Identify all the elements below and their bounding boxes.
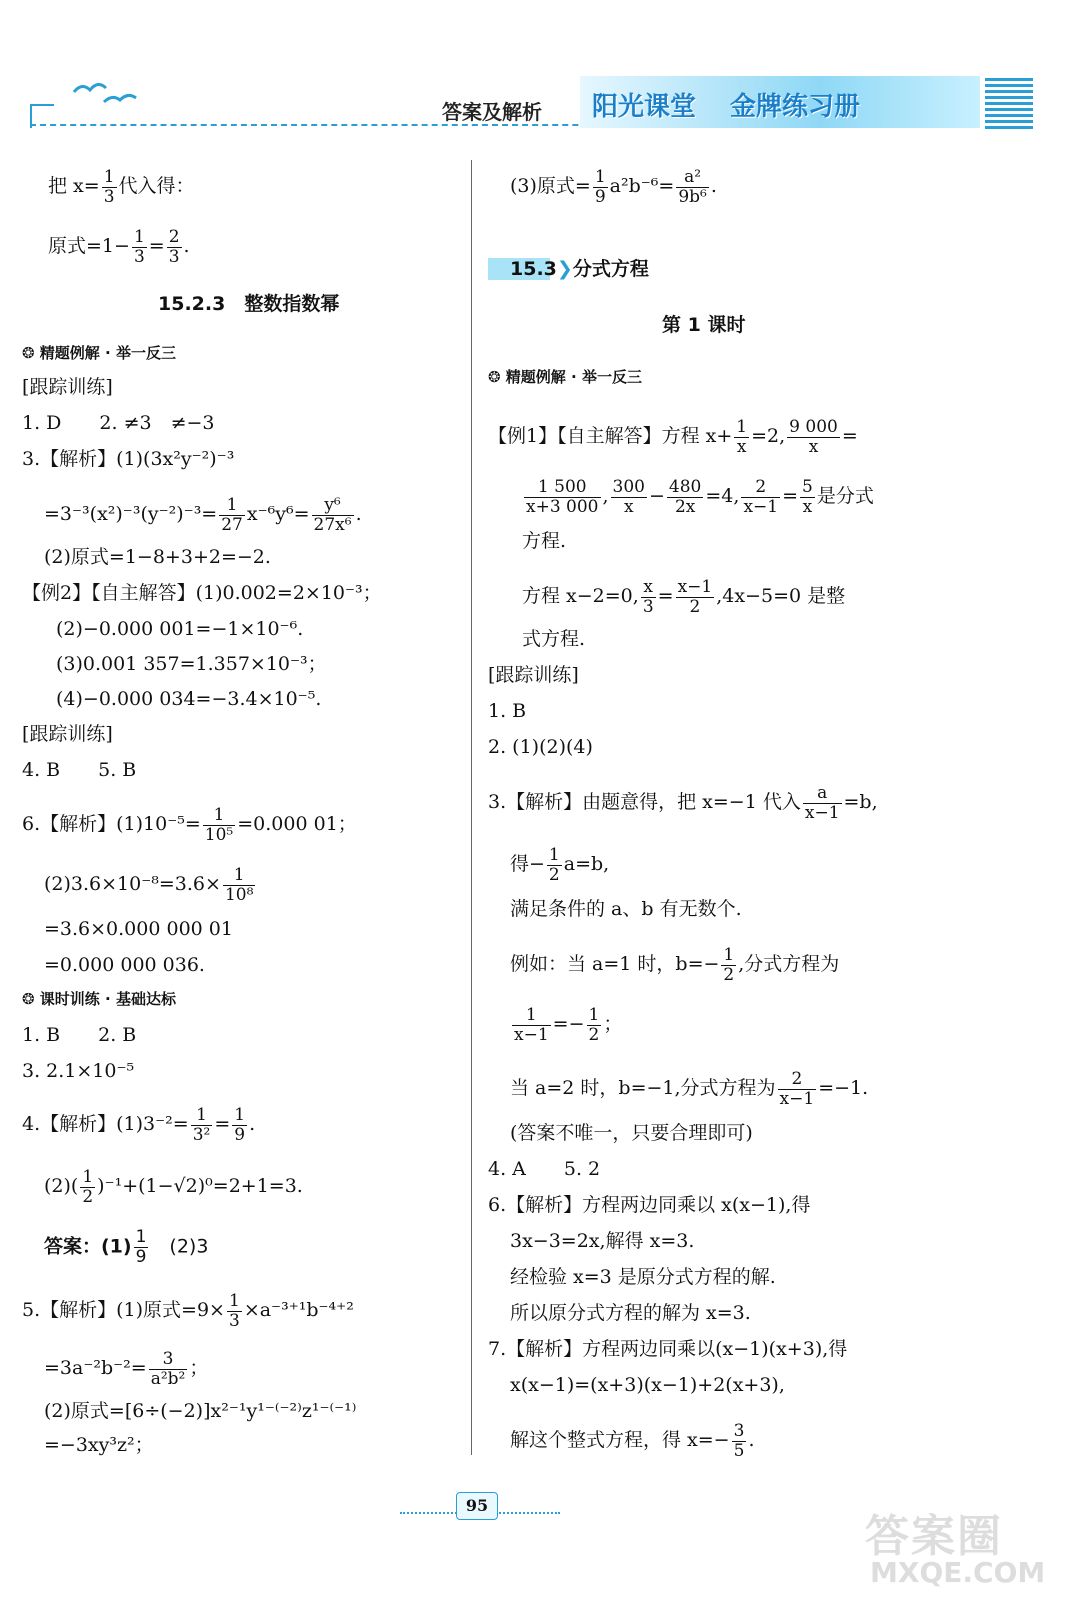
track-heading: [跟踪训练]	[488, 664, 579, 686]
answer-line: 【例1】【自主解答】方程 x+ $\frac{1}{x}$ =2, $\frac{9 000}{x}$ =	[488, 417, 858, 457]
answer-line: 答案：(1) $\frac{1}{9}$ (2)3	[44, 1227, 209, 1267]
header-title: 答案及解析	[442, 100, 542, 124]
answer-line: (2)原式=1−8+3+2=−2.	[44, 546, 271, 568]
page-header	[0, 0, 1071, 140]
answer-line: 1. D 2. ≠3 ≠−3	[22, 412, 215, 434]
answer-line: 所以原分式方程的解为 x=3.	[510, 1302, 751, 1324]
answer-line: (3)0.001 357=1.357×10⁻³；	[56, 653, 327, 675]
seagull-icon	[70, 72, 140, 112]
answer-line: 4. A 5. 2	[488, 1158, 601, 1180]
answer-line: 式方程.	[522, 628, 586, 650]
track-heading: [跟踪训练]	[22, 376, 113, 398]
lesson-title: 第 1 课时	[662, 314, 746, 336]
answer-line: 5.【解析】(1)原式=9× $\frac{1}{3}$ ×a⁻³⁺¹b⁻⁴⁺²	[22, 1291, 354, 1331]
answer-line: 满足条件的 a、b 有无数个.	[510, 898, 742, 920]
answer-line: =−3xy³z²；	[44, 1434, 154, 1456]
answer-line: (2)原式=[6÷(−2)]x²⁻¹y¹⁻⁽⁻²⁾z¹⁻⁽⁻¹⁾	[44, 1400, 357, 1422]
answer-line: 得− $\frac{1}{2}$ a=b,	[510, 845, 610, 885]
section-label: ❂ 精题例解 · 举一反三	[22, 344, 176, 362]
header-brand-banner	[580, 76, 980, 128]
answer-line: (2)−0.000 001=−1×10⁻⁶.	[56, 618, 304, 640]
section-heading: 15.3❯分式方程	[510, 258, 649, 280]
answer-line: 经检验 x=3 是原分式方程的解.	[510, 1266, 776, 1288]
left-line-1: 把 x= $\frac{1}{3}$ 代入得：	[48, 167, 195, 207]
answer-line: =0.000 000 036.	[44, 954, 205, 976]
answer-line: $\frac{1 500}{x+3 000}$ , $\frac{300}{x}$ − $\frac{480}{2x}$ =4, $\frac{2}{x-1}$ = $\frac{5}{x}$ 是分式	[526, 477, 874, 517]
answer-line: 7.【解析】方程两边同乘以(x−1)(x+3),得	[488, 1338, 848, 1360]
section-title: 15.2.3 整数指数幂	[158, 293, 340, 315]
answer-line: =3.6×0.000 000 01	[44, 918, 233, 940]
page-number: 95	[456, 1492, 498, 1520]
answer-line: 3x−3=2x,解得 x=3.	[510, 1230, 695, 1252]
answer-line: 6.【解析】(1)10⁻⁵= $\frac{1}{\text{10⁵}}$ =0.000 01；	[22, 805, 357, 845]
answer-line: 【例2】【自主解答】(1)0.002=2×10⁻³；	[22, 582, 382, 604]
brand-name-2: 金牌练习册	[730, 92, 861, 122]
answer-line: (答案不唯一，只要合理即可)	[510, 1122, 753, 1144]
brand-name-1: 阳光课堂	[592, 92, 697, 122]
section-label: ❂ 课时训练 · 基础达标	[22, 990, 176, 1008]
watermark-url: MXQE.COM	[870, 1556, 1046, 1589]
answer-line: 6.【解析】方程两边同乘以 x(x−1),得	[488, 1194, 811, 1216]
answer-line: x(x−1)=(x+3)(x−1)+2(x+3),	[510, 1374, 785, 1396]
answer-line: =3a⁻²b⁻²= $\frac{3}{\text{a²b²}}$ ；	[44, 1349, 209, 1389]
answer-line: 当 a=2 时，b=−1,分式方程为 $\frac{2}{x-1}$ =−1.	[510, 1069, 869, 1109]
answer-line: 方程 x−2=0, $\frac{x}{3}$ = $\frac{x-1}{2}$ ,4x−5=0 是整	[522, 577, 846, 617]
answer-line: 1. B 2. B	[22, 1024, 137, 1046]
answer-line: 3.【解析】(1)(3x²y⁻²)⁻³	[22, 448, 235, 470]
column-divider	[471, 160, 472, 1455]
section-label: ❂ 精题例解 · 举一反三	[488, 368, 642, 386]
answer-line: $\frac{1}{x-1}$ =− $\frac{1}{2}$ ；	[514, 1005, 623, 1045]
answer-line: (3)原式= $\frac{1}{9}$ a²b⁻⁶= $\frac{\text{a²}}{\text{9b⁶}}$ .	[510, 167, 717, 207]
header-stripes	[985, 78, 1033, 132]
answer-line: 3. 2.1×10⁻⁵	[22, 1060, 135, 1082]
answer-line: (2)( $\frac{1}{2}$ )⁻¹+(1−√2)⁰=2+1=3.	[44, 1167, 303, 1207]
left-line-2: 原式=1− $\frac{1}{3}$ = $\frac{2}{3}$ .	[48, 227, 190, 267]
answer-line: =3⁻³(x²)⁻³(y⁻²)⁻³= $\frac{1}{27}$ x⁻⁶y⁶= $\frac{\text{y⁶}}{\text{27x⁶}}$ .	[44, 495, 362, 535]
answer-line: 2. (1)(2)(4)	[488, 736, 593, 758]
track-heading: [跟踪训练]	[22, 723, 113, 745]
answer-line: 方程.	[522, 530, 567, 552]
answer-line: (4)−0.000 034=−3.4×10⁻⁵.	[56, 688, 322, 710]
answer-line: (2)3.6×10⁻⁸=3.6× $\frac{1}{\text{10⁸}}$	[44, 865, 254, 905]
answer-line: 3.【解析】由题意得，把 x=−1 代入 $\frac{a}{x-1}$ =b,	[488, 783, 878, 823]
answer-line: 例如：当 a=1 时，b=− $\frac{1}{2}$ ,分式方程为	[510, 945, 840, 985]
answer-line: 4. B 5. B	[22, 759, 137, 781]
answer-line: 1. B	[488, 700, 527, 722]
watermark-logo: 答案圈	[865, 1511, 1003, 1562]
answer-line: 解这个整式方程，得 x=− $\frac{3}{5}$ .	[510, 1421, 755, 1461]
answer-line: 4.【解析】(1)3⁻²= $\frac{1}{\text{3²}}$ = $\frac{1}{9}$ .	[22, 1105, 256, 1145]
